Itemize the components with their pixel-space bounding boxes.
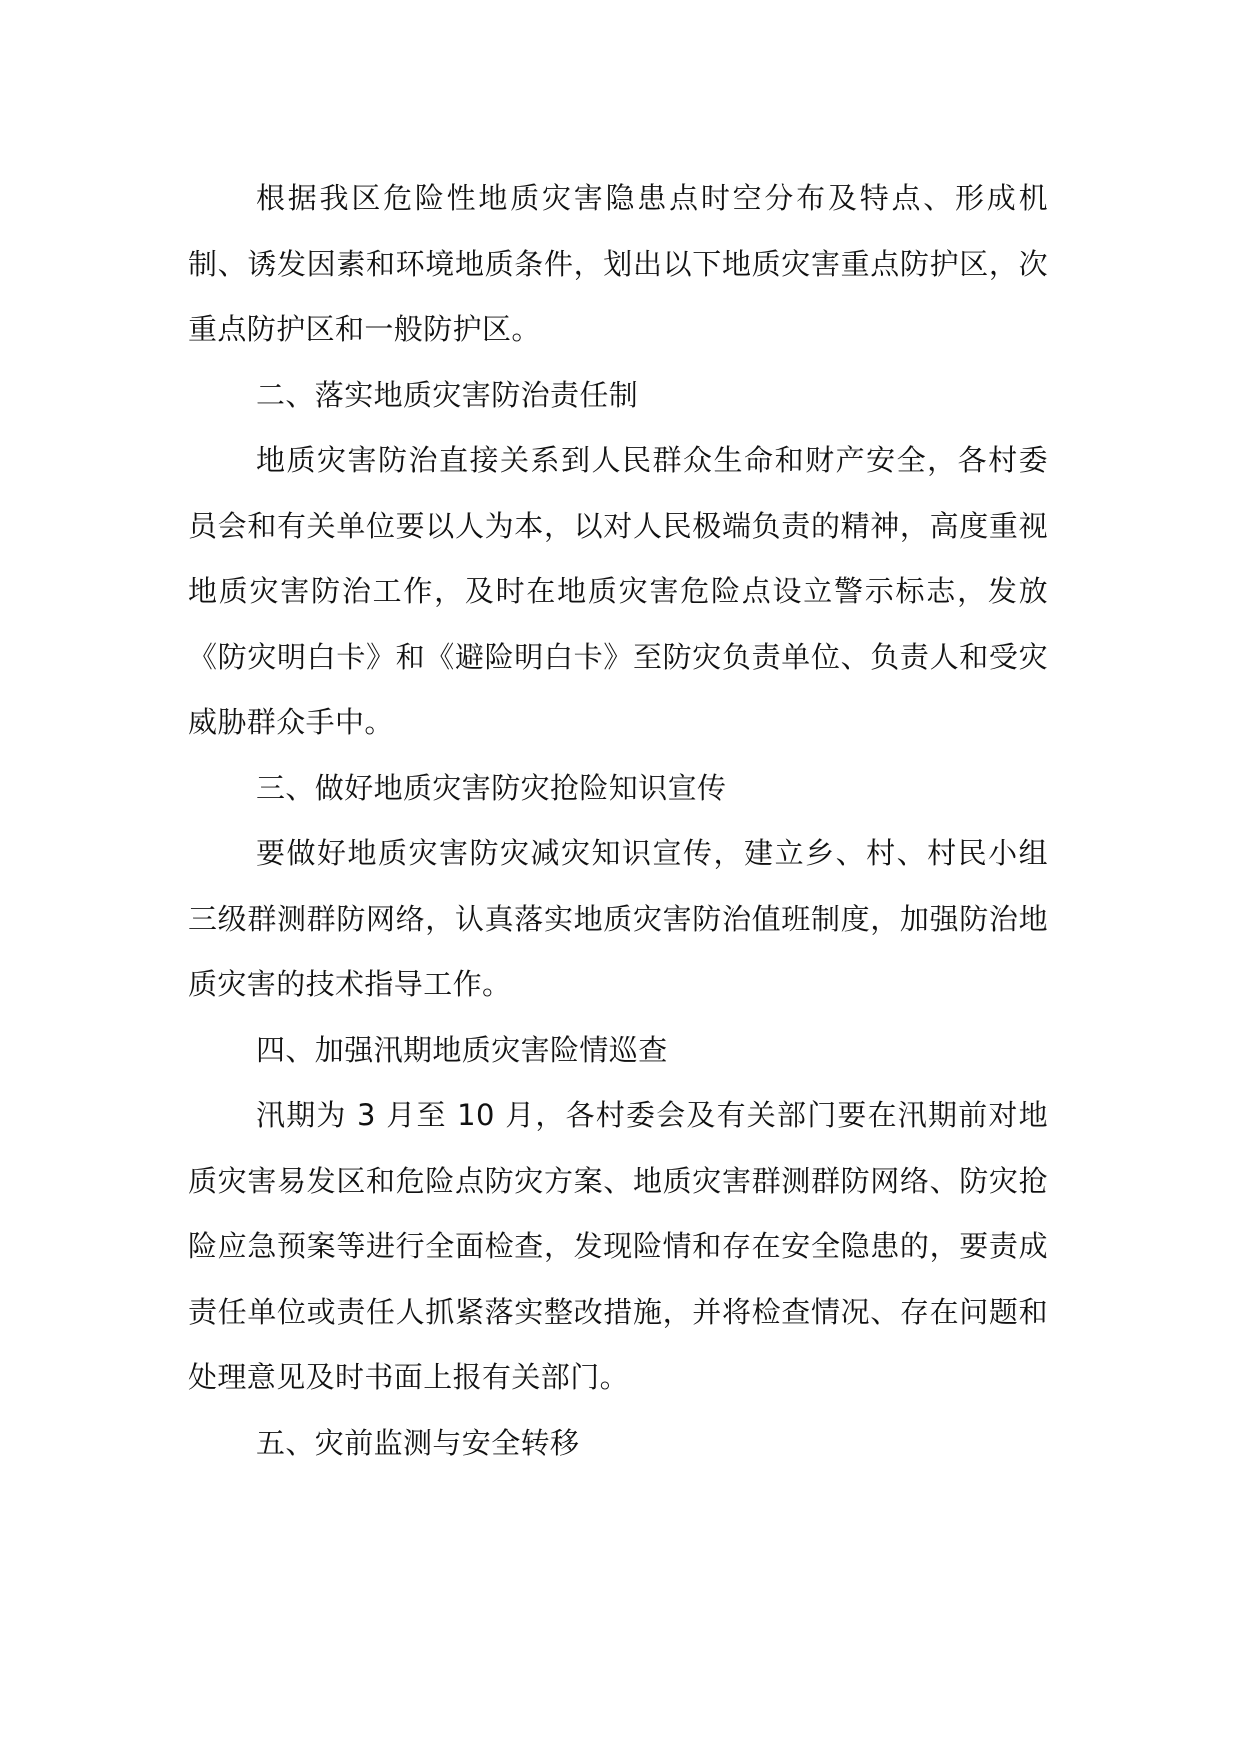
document-page <box>188 166 1048 1476</box>
section-2-heading: 二、落实地质灾害防治责任制 <box>256 377 639 412</box>
section-3-heading: 三、做好地质灾害防灾抢险知识宣传 <box>256 770 727 805</box>
section-3-body: 要做好地质灾害防灾减灾知识宣传，建立乡、村、村民小组三级群测群防网络，认真落实地质灾害防治值班制度，加强防治地质灾害的技术指导工作。 <box>188 836 1048 1001</box>
section-5-heading: 五、灾前监测与安全转移 <box>256 1425 580 1460</box>
intro-paragraph: 根据我区危险性地质灾害隐患点时空分布及特点、形成机制、诱发因素和环境地质条件，划出以下地质灾害重点防护区，次重点防护区和一般防护区。 <box>188 181 1048 346</box>
section-4-body: 汛期为 3 月至 10 月，各村委会及有关部门要在汛期前对地质灾害易发区和危险点防灾方案、地质灾害群测群防网络、防灾抢险应急预案等进行全面检查，发现险情和存在安全隐患的，要责成责任单位或责任人抓紧落实整改措施，并将检查情况、存在问题和处理意见及时书面上报有关部门。 <box>188 1098 1048 1394</box>
section-4-heading: 四、加强汛期地质灾害险情巡查 <box>256 1032 668 1067</box>
section-2-body: 地质灾害防治直接关系到人民群众生命和财产安全，各村委员会和有关单位要以人为本，以对人民极端负责的精神，高度重视地质灾害防治工作，及时在地质灾害危险点设立警示标志，发放《防灾明白卡》和《避险明白卡》至防灾负责单位、负责人和受灾威胁群众手中。 <box>188 443 1048 739</box>
